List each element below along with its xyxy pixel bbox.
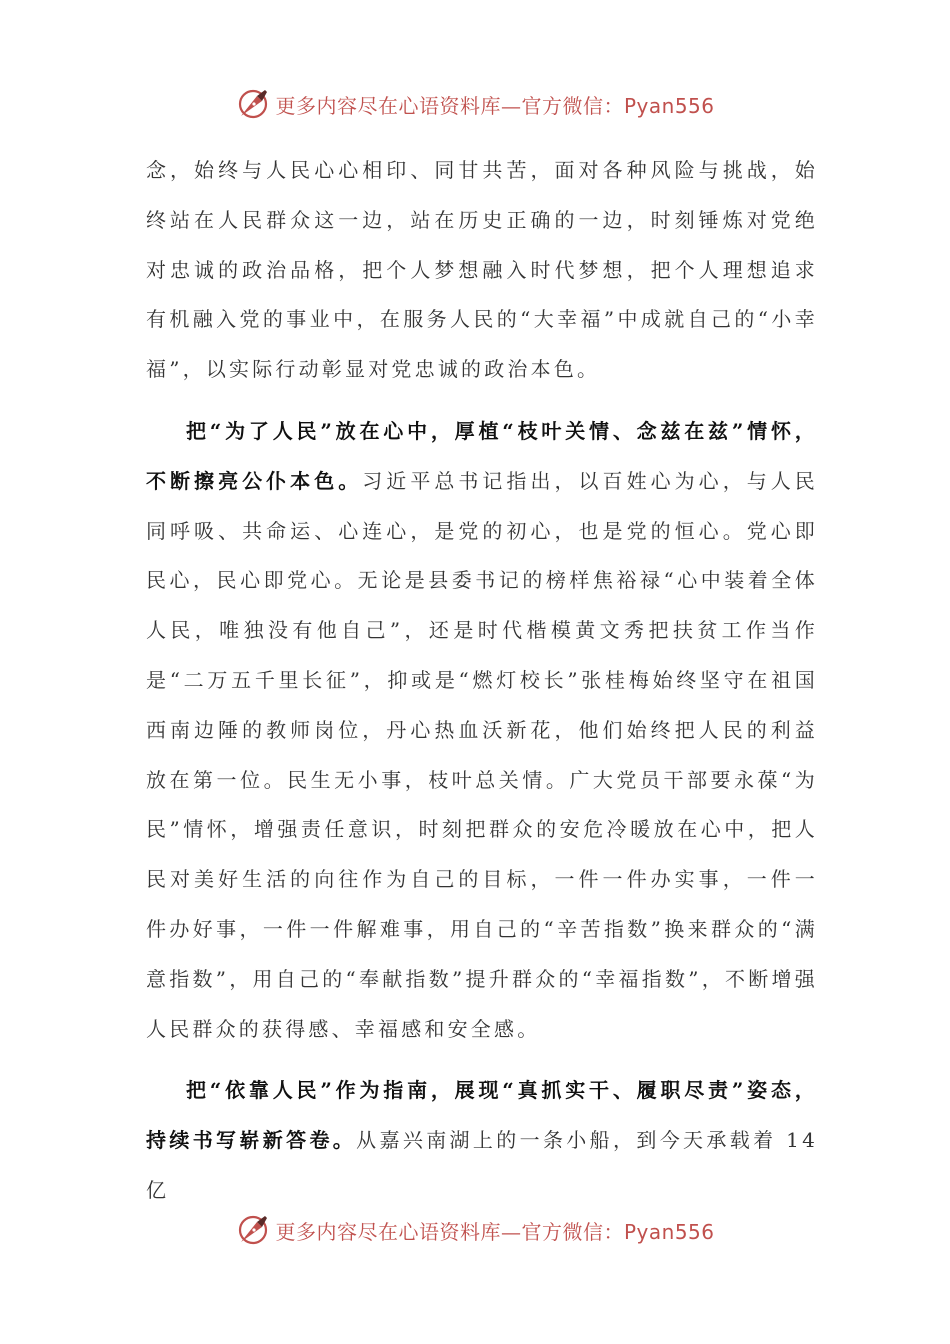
header-watermark [0,84,950,124]
header-wechat-id: Pyan556 [623,93,715,118]
paragraph-1-text: 念，始终与人民心心相印、同甘共苦，面对各种风险与挑战，始终站在人民群众这一边，站在历史正确的一边，时刻锤炼对党绝对忠诚的政治品格，把个人梦想融入时代梦想，把个人理想追求有机融入党的事业中，在服务人民的“大幸福”中成就自己的“小幸福”，以实际行动彰显对党忠诚的政治本色。 [146,158,818,382]
pen-nib-icon [235,1212,271,1248]
paragraph-3-text: 从嘉兴南湖上的一条小船，到今天承载着 14 亿 [146,1128,818,1202]
paragraph-3-heading: 把“依靠人民”作为指南，展现“真抓实干、履职尽责”姿态，持续书写崭新答卷。 [146,1078,818,1153]
pen-nib-icon [235,86,271,122]
footer-wechat-id: Pyan556 [623,1219,715,1244]
paragraph-2-heading: 把“为了人民”放在心中，厚植“枝叶关情、念兹在兹”情怀，不断擦亮公仆本色。 [146,418,818,493]
footer-banner-text [275,1216,714,1245]
footer-wechat-label: 官方微信： [521,1219,624,1244]
paragraph-1 [146,146,818,395]
footer-brand: 更多内容尽在心语资料库 [275,1219,501,1244]
document-body [146,146,818,1216]
paragraph-2-text: 习近平总书记指出，以百姓心为心，与人民同呼吸、共命运、心连心，是党的初心，也是党的恒心。党心即民心，民心即党心。无论是县委书记的榜样焦裕禄“心中装着全体人民，唯独没有他自己”，还是时代楷模黄文秀把扶贫工作当作是“二万五千里长征”，抑或是“燃灯校长”张桂梅始终坚守在祖国西南边陲的教师岗位，丹心热血沃新花，他们始终把人民的利益放在第一位。民生无小事，枝叶总关情。广大党员干部要永葆“为民”情怀，增强责任意识，时刻把群众的安危冷暖放在心中，把人民对美好生活的向往作为自己的目标，一件一件办实事，一件一件办好事，一件一件解难事，用自己的“辛苦指数”换来群众的“满意指数”，用自己的“奉献指数”提升群众的“幸福指数”，不断增强人民群众的获得感、幸福感和安全感。 [146,468,818,1041]
header-separator: — [500,93,522,118]
header-wechat-label: 官方微信： [521,93,624,118]
footer-watermark [0,1210,950,1250]
header-brand: 更多内容尽在心语资料库 [275,93,501,118]
paragraph-2 [146,407,818,1054]
footer-separator: — [500,1219,522,1244]
paragraph-3 [146,1066,818,1215]
header-banner-text [275,90,714,119]
